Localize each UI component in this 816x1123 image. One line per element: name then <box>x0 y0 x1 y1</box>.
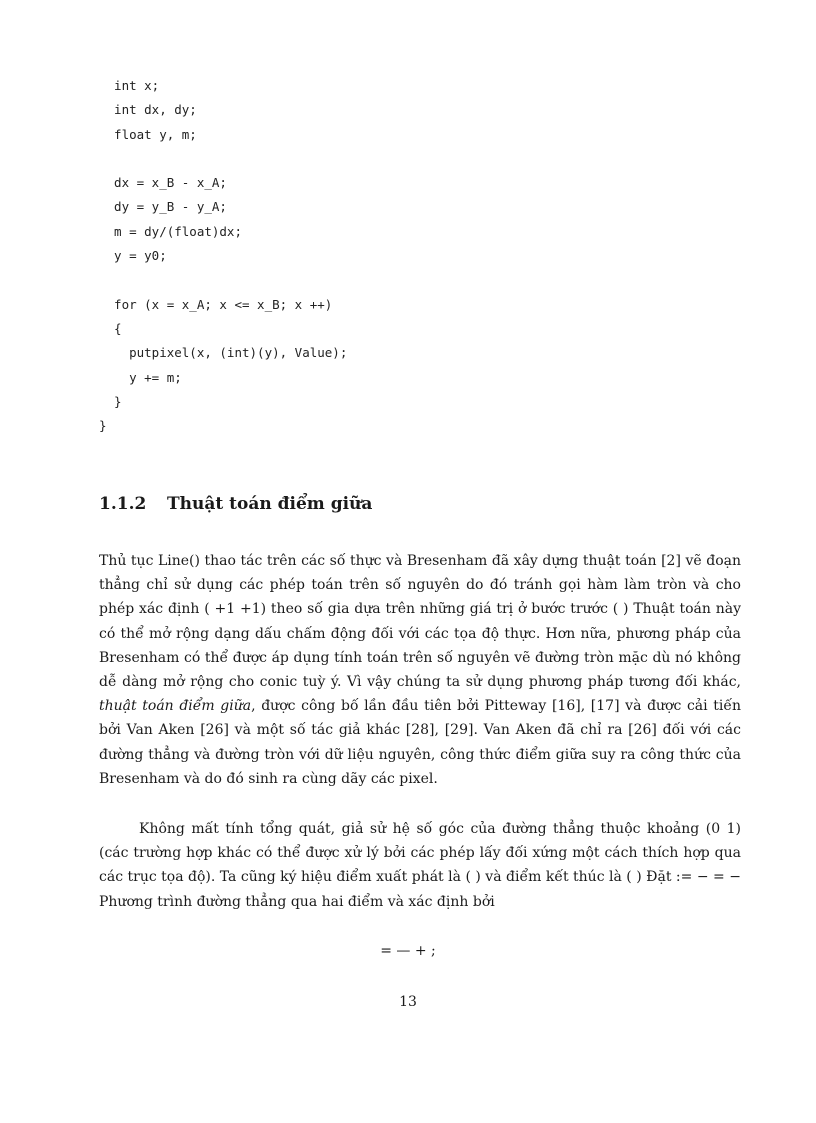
line-equation: = — + ; <box>380 943 436 959</box>
section-title: Thuật toán điểm giữa <box>167 494 373 514</box>
code-line: float y, m; <box>99 126 197 142</box>
code-block <box>99 74 347 438</box>
code-line: putpixel(x, (int)(y), Value); <box>99 345 348 361</box>
paragraph-1-text-b: , được công bố lần đầu tiên bởi Pitteway [16], [17] và được cải tiến bởi Van Aken [26] và một số tác giả khác [28], [29]. Van Aken đã chỉ ra [26] đối với các đường thẳng và đường tròn với dữ liệu nguyên, công thức điểm giữa suy ra công thức của Bresenham và do đó sinh ra cùng dãy các pixel. <box>99 698 742 787</box>
code-line: } <box>99 418 107 434</box>
code-line: dy = y_B - y_A; <box>99 199 227 215</box>
code-line: y += m; <box>99 369 182 385</box>
section-number: 1.1.2 <box>99 494 147 514</box>
paragraph-1-text-a: Thủ tục Line() thao tác trên các số thực và Bresenham đã xây dựng thuật toán [2] vẽ đoạn thẳng chỉ sử dụng các phép toán trên số nguyên do đó tránh gọi hàm làm tròn và cho phép xác định ( +1 +1) theo số gia dựa trên những giá trị ở bước trước ( ) Thuật toán này có thể mở rộng dạng dấu chấm động đối với các tọa độ thực. Hơn nữa, phương pháp của Bresenham có thể được áp dụng tính toán trên số nguyên vẽ đường tròn mặc dù nó không dễ dàng mở rộng cho conic tuỳ ý. Vì vậy chúng ta sử dụng phương pháp tương đối khác, <box>99 553 741 691</box>
code-line: } <box>99 393 122 409</box>
code-line: m = dy/(float)dx; <box>99 223 242 239</box>
code-line: { <box>99 320 122 336</box>
code-line: for (x = x_A; x <= x_B; x ++) <box>99 296 333 312</box>
code-line: y = y0; <box>99 248 167 264</box>
code-line: int dx, dy; <box>99 102 197 118</box>
code-line <box>99 147 347 171</box>
section-heading <box>99 494 372 514</box>
paragraph-2: Không mất tính tổng quát, giả sử hệ số góc của đường thẳng thuộc khoảng (0 1) (các trường hợp khác có thể được xử lý bởi các phép lấy đối xứng một cách thích hợp qua các trục tọa độ). Ta cũng ký hiệu điểm xuất phát là ( ) và điểm kết thúc là ( ) Đặt := − = − Phương trình đường thẳng qua hai điểm và xác định bởi <box>99 821 741 910</box>
code-line: int x; <box>99 78 160 93</box>
code-line: dx = x_B - x_A; <box>99 175 227 191</box>
paragraph-1 <box>99 549 741 791</box>
code-line <box>99 268 347 292</box>
paragraph-1-emphasis: thuật toán điểm giữa <box>99 698 252 715</box>
page-number: 13 <box>399 994 417 1010</box>
